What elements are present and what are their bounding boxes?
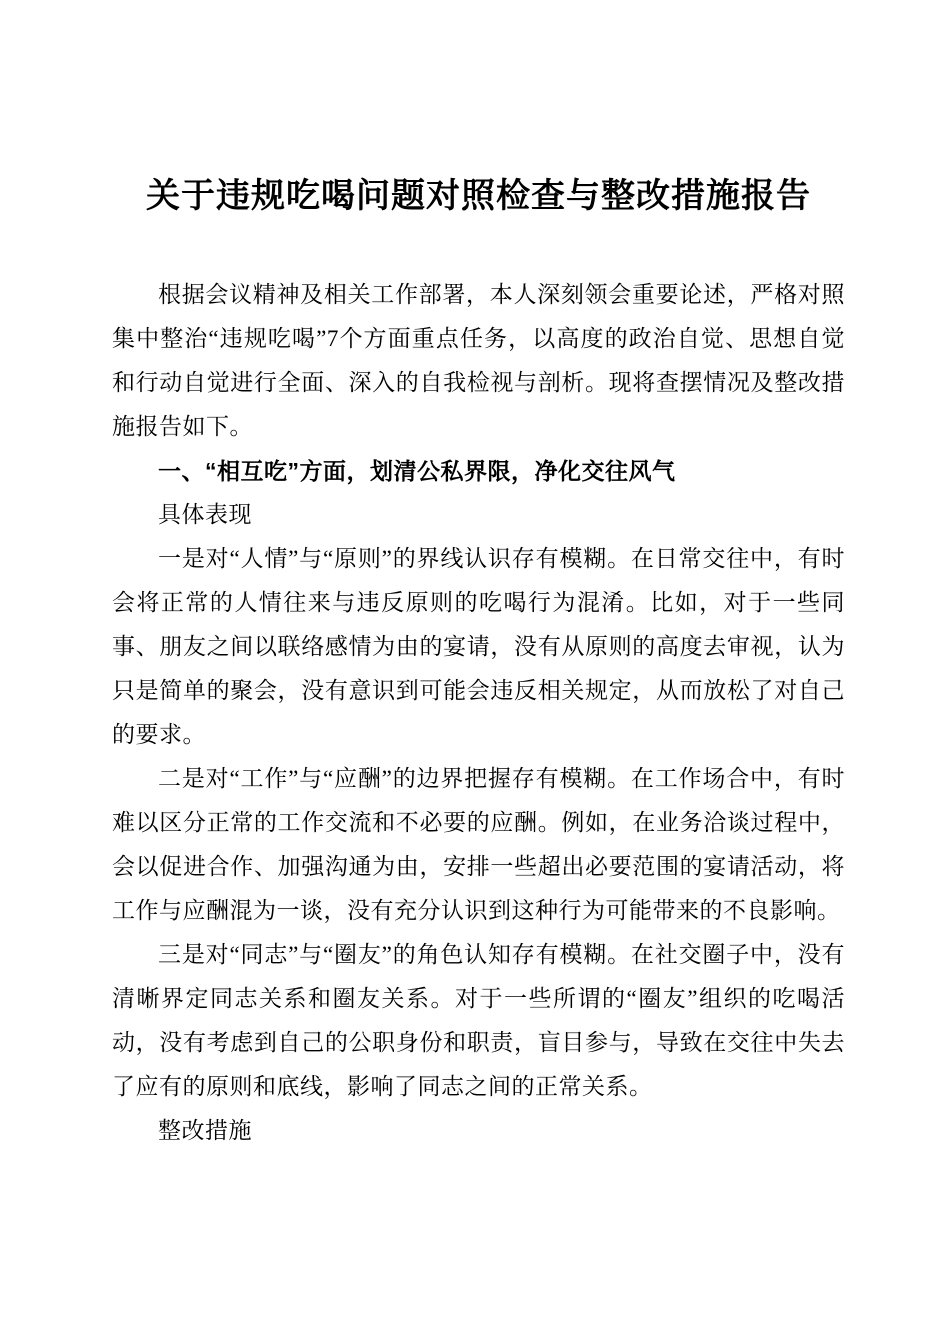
- intro-paragraph: 根据会议精神及相关工作部署，本人深刻领会重要论述，严格对照集中整治“违规吃喝”7个方面重点任务，以高度的政治自觉、思想自觉和行动自觉进行全面、深入的自我检视与剖析。现将查摆情况及整改措施报告如下。: [112, 282, 845, 439]
- issue-paragraph-3: 三是对“同志”与“圈友”的角色认知存有模糊。在社交圈子中，没有清晰界定同志关系和圈友关系。对于一些所谓的“圈友”组织的吃喝活动，没有考虑到自己的公职身份和职责，盲目参与，导致在交往中失去了应有的原则和底线，影响了同志之间的正常关系。: [112, 942, 845, 1099]
- document-title: 关于违规吃喝问题对照检查与整改措施报告: [146, 177, 811, 215]
- rectification-measures-label: 整改措施: [158, 1118, 252, 1143]
- specific-issues-label: 具体表现: [158, 502, 252, 527]
- issue-paragraph-1: 一是对“人情”与“原则”的界线认识存有模糊。在日常交往中，有时会将正常的人情往来与违反原则的吃喝行为混淆。比如，对于一些同事、朋友之间以联络感情为由的宴请，没有从原则的高度去审视，认为只是简单的聚会，没有意识到可能会违反相关规定，从而放松了对自己的要求。: [112, 546, 845, 747]
- section-1-heading: 一、“相互吃”方面，划清公私界限，净化交往风气: [158, 458, 676, 484]
- document-body: [112, 273, 845, 1153]
- issue-paragraph-2: 二是对“工作”与“应酬”的边界把握存有模糊。在工作场合中，有时难以区分正常的工作交流和不必要的应酬。例如，在业务洽谈过程中，会以促进合作、加强沟通为由，安排一些超出必要范围的宴请活动，将工作与应酬混为一谈，没有充分认识到这种行为可能带来的不良影响。: [112, 766, 845, 923]
